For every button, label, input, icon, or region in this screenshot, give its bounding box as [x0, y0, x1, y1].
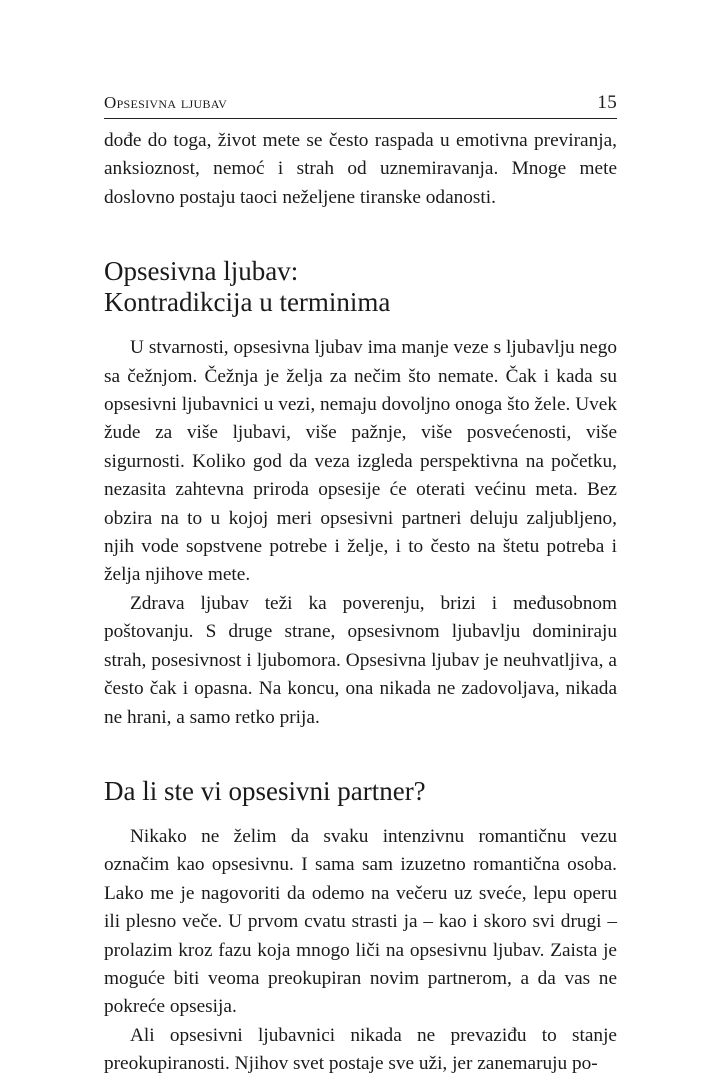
running-head-title: Opsesivna ljubav	[104, 93, 228, 112]
body-paragraph: Ali opsesivni ljubavnici nikada ne prevaziđu to stanje preokupiranosti. Njihov svet postaje sve uži, jer zanemaruju po-	[104, 1024, 617, 1075]
intro-paragraph: dođe do toga, život mete se često raspada u emotivna previranja, anksioznost, nemoć i strah od uznemiravanja. Mnoge mete doslovno postaju taoci neželjene tiranske odanosti.	[104, 130, 617, 208]
section-heading-line2: Kontradikcija u terminima	[104, 287, 391, 318]
body-paragraph: Nikako ne želim da svaku intenzivnu romantičnu vezu označim kao opsesivnu. I sama sam izuzetno romantična osoba. Lako me je nagovoriti da odemo na večeru uz sveće, lepu operu ili plesno veče. U prvom cvatu strasti ja – kao i skoro svi drugi – prolazim kroz fazu koja mnogo liči na opsesivnu ljubav. Zaista je moguće biti veoma preokupiran novim partnerom, a da vas ne pokreće opsesija.	[104, 825, 617, 1018]
page-number: 15	[597, 92, 617, 113]
running-head	[104, 92, 617, 119]
section-heading-opsesivni-partner: Da li ste vi opsesivni partner?	[104, 775, 426, 806]
body-paragraph: U stvarnosti, opsesivna ljubav ima manje veze s ljubavlju nego sa čežnjom. Čežnja je želja za nečim što nemate. Čak i kada su opsesivni ljubavnici u vezi, nemaju dovoljno onoga što žele. Uvek žude za više ljubavi, više pažnje, više posvećenosti, više sigurnosti. Koliko god da veza izgleda perspektivna na početku, nezasita zahtevna priroda opsesije će oterati većinu meta. Bez obzira na to u kojoj meri opsesivni partneri deluju zaljubljeno, njih vode sopstvene potrebe i želje, i to često na štetu potreba i želja njihove mete.	[104, 337, 617, 586]
section-heading-line1: Opsesivna ljubav:	[104, 256, 299, 287]
body-paragraph: Zdrava ljubav teži ka poverenju, brizi i međusobnom poštovanju. S druge strane, opsesivnom ljubavlju dominiraju strah, posesivnost i ljubomora. Opsesivna ljubav je neuhvatljiva, a često čak i opasna. Na koncu, ona nikada ne zadovoljava, nikada ne hrani, a samo retko prija.	[104, 592, 617, 728]
section-heading-opsesivna-ljubav	[104, 256, 617, 318]
